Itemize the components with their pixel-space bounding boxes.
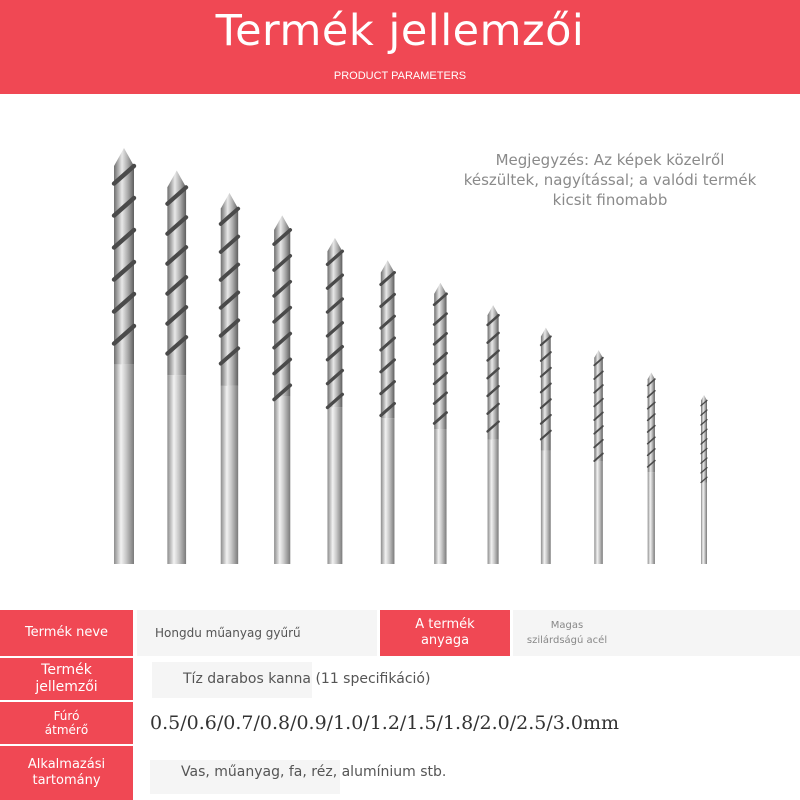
drill-bit-shank: [327, 407, 342, 564]
page-title: Termék jellemzői: [215, 6, 585, 56]
drill-bit: [381, 260, 395, 564]
header-banner: [0, 0, 800, 94]
features-label: Termék jellemzői: [0, 658, 133, 700]
drill-bit-shank: [274, 397, 290, 564]
drill-bit-shank: [648, 472, 655, 564]
diameter-label: Fúró átmérő: [0, 702, 133, 744]
drill-bit: [434, 283, 446, 564]
application-value: Vas, műanyag, fa, réz, alumínium stb.: [181, 764, 447, 780]
drill-bit-shank: [114, 364, 134, 564]
drill-bit: [221, 193, 238, 564]
drill-bit-shank: [488, 440, 499, 564]
drill-bit-shank: [541, 451, 551, 564]
note-line-2: készültek, nagyítással; a valódi termék: [463, 171, 757, 189]
page-subtitle: PRODUCT PARAMETERS: [333, 70, 467, 82]
diameter-value: 0.5/0.6/0.7/0.8/0.9/1.0/1.2/1.5/1.8/2.0/2.5/3.0mm: [150, 712, 620, 734]
drill-bit-shank: [594, 461, 603, 564]
drill-bit: [648, 373, 655, 564]
note-line-3: kicsit finomabb: [552, 191, 668, 209]
note-line-1: Megjegyzés: Az képek közelről: [495, 151, 725, 169]
drill-bits-illustration: [0, 140, 800, 580]
product-name-value: Hongdu műanyag gyűrű: [155, 626, 301, 640]
drill-bit: [167, 170, 186, 564]
drill-bit-flute: [648, 373, 655, 473]
drill-bit: [541, 328, 551, 564]
product-name-label: Termék neve: [0, 610, 133, 656]
material-label: A termék anyaga: [380, 610, 510, 656]
drill-bit: [114, 148, 134, 564]
drill-bit: [327, 238, 342, 564]
drill-bit: [594, 350, 603, 564]
features-value: Tíz darabos kanna (11 specifikáció): [183, 671, 431, 687]
parameters-table: [0, 610, 800, 800]
application-label: Alkalmazási tartomány: [0, 746, 133, 800]
drill-bit-shank: [167, 375, 186, 564]
drill-bit: [274, 215, 290, 564]
drill-bit: [701, 395, 707, 564]
material-value: Magas szilárdságú acél: [526, 620, 608, 646]
drill-bit-shank: [381, 418, 395, 564]
drill-bit-shank: [221, 386, 238, 564]
drill-bit: [488, 305, 499, 564]
drill-bit-shank: [434, 429, 446, 564]
drill-bit-shank: [701, 483, 707, 564]
